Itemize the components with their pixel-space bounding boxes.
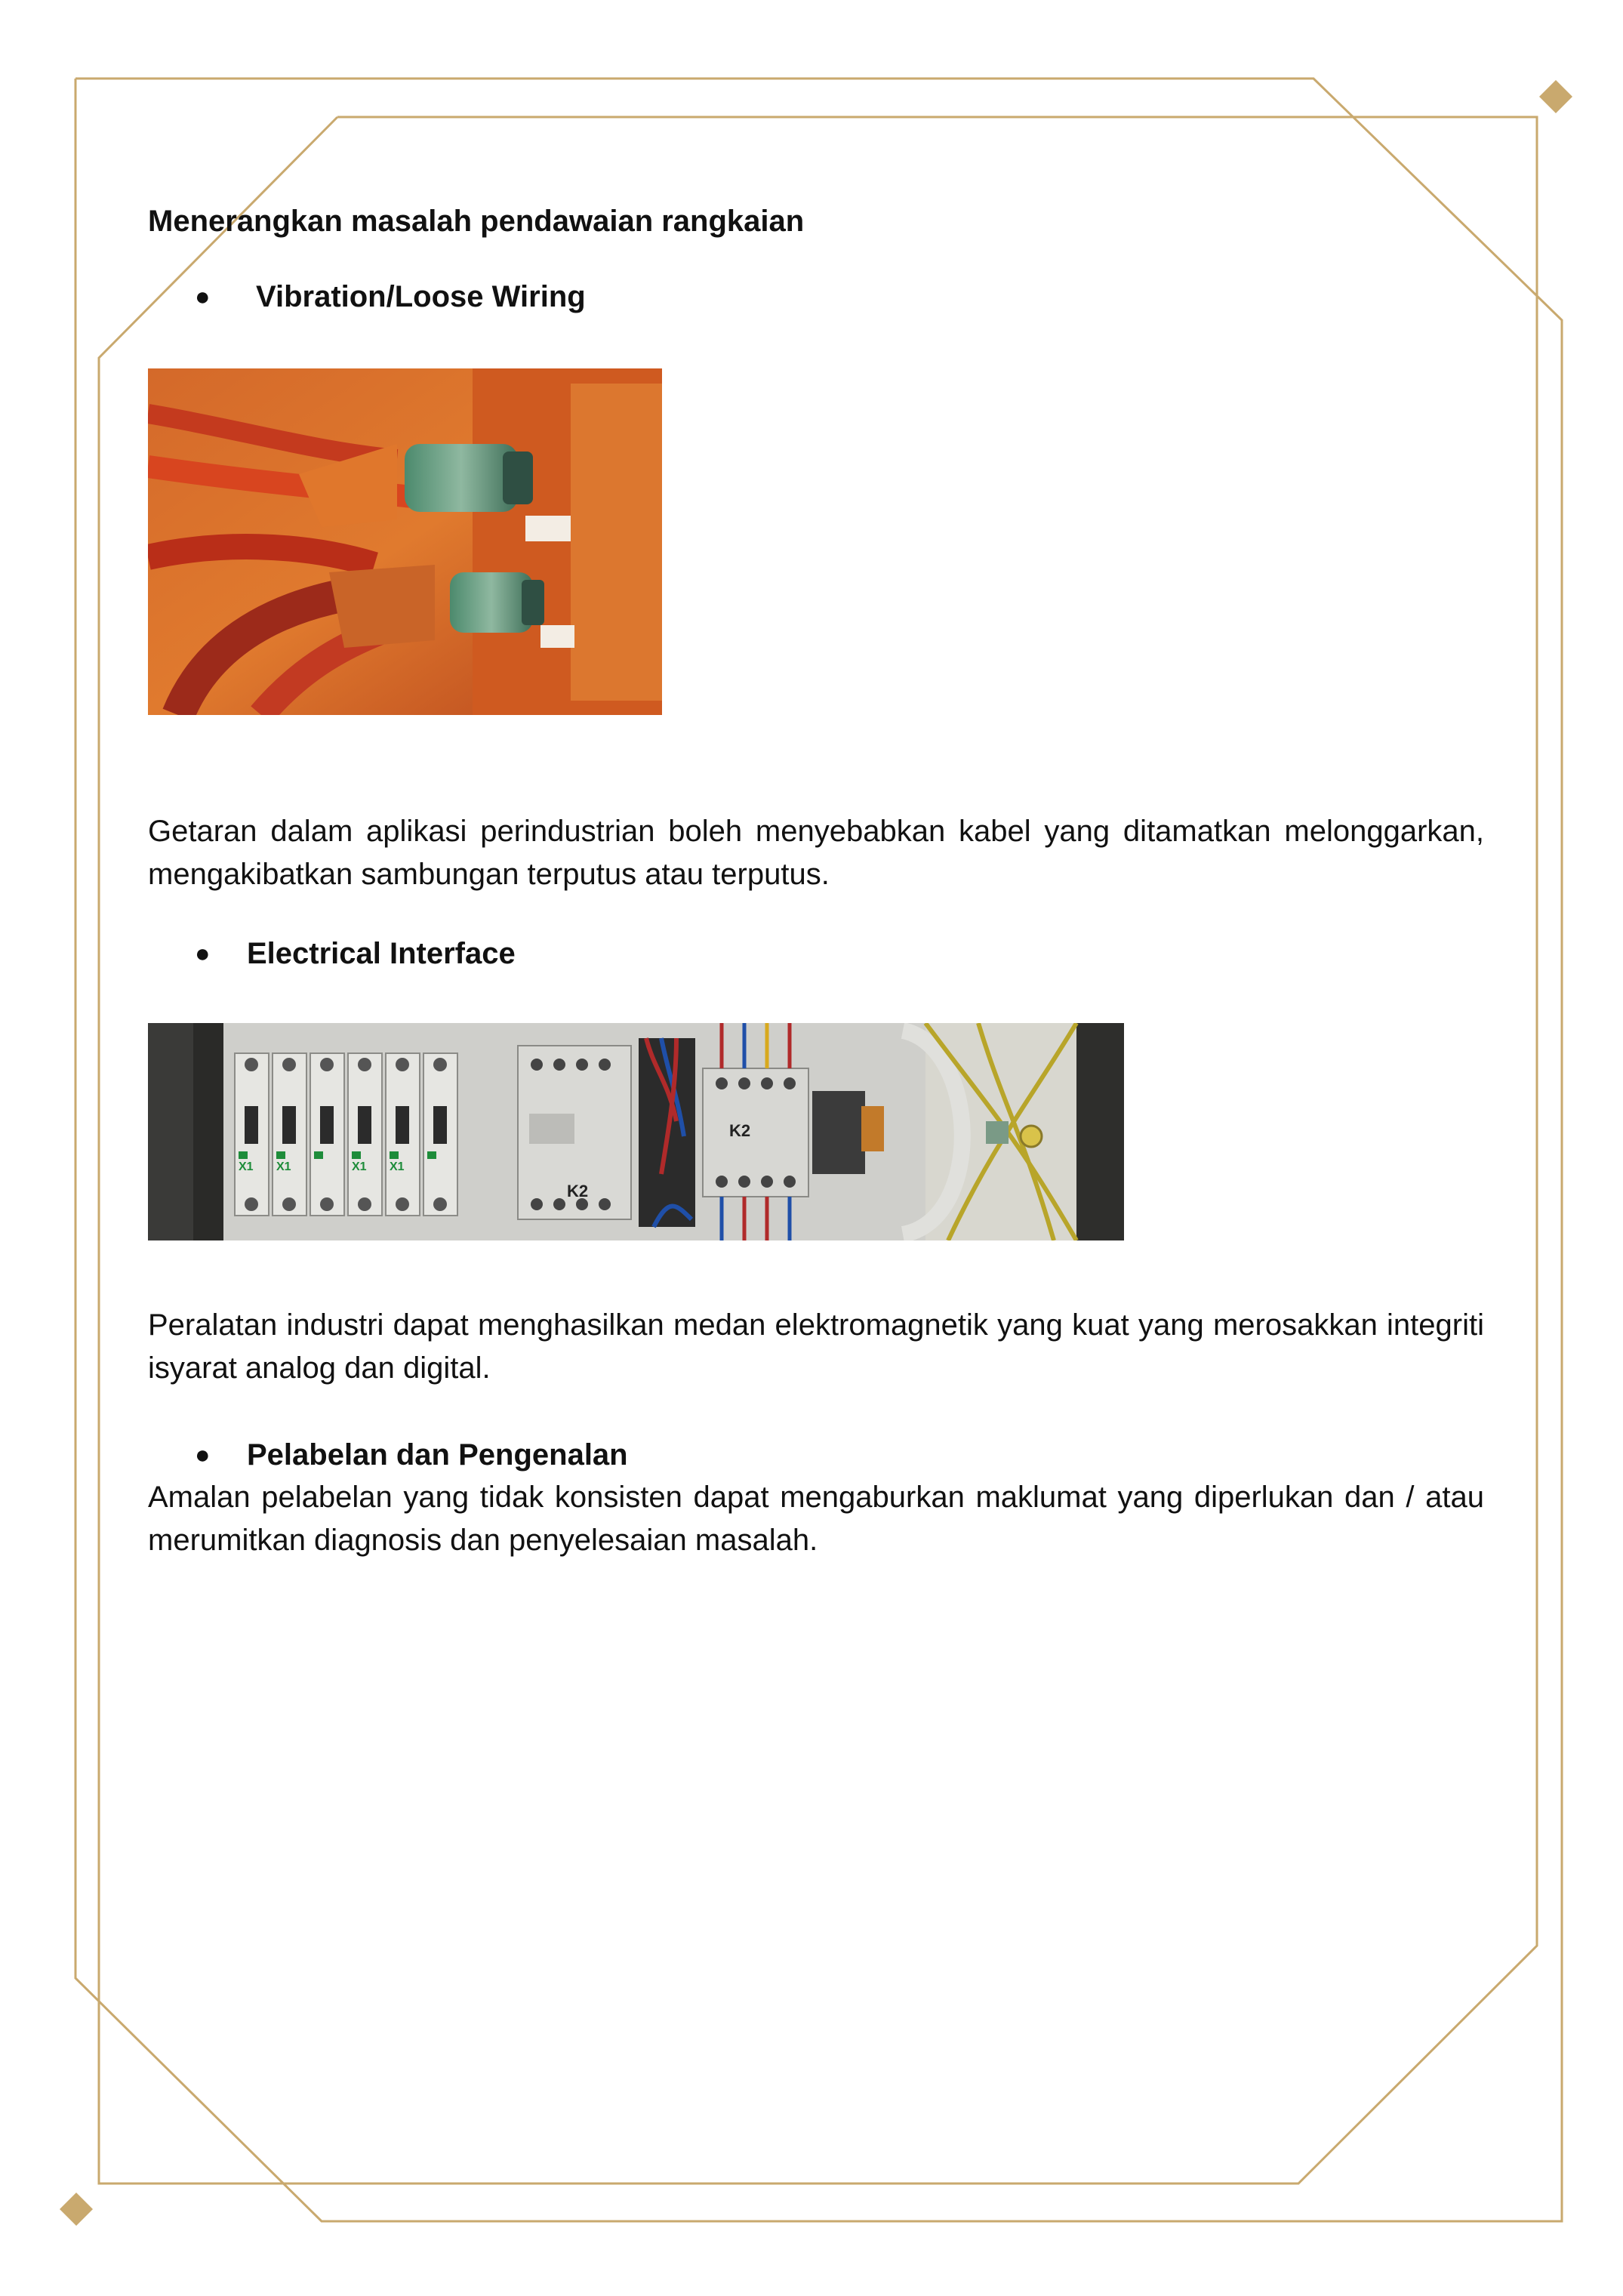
section-title-text: Pelabelan dan Pengenalan bbox=[247, 1438, 628, 1472]
diamond-ornament-icon bbox=[1539, 80, 1572, 113]
diamond-ornament-icon bbox=[60, 2193, 93, 2226]
panel-label: X1 bbox=[352, 1160, 367, 1173]
section-body-vibration: Getaran dalam aplikasi perindustrian boleh menyebabkan kabel yang ditamatkan melonggarkan, mengakibatkan sambungan terputus atau terputus. bbox=[148, 815, 1484, 891]
panel-label: K2 bbox=[567, 1182, 589, 1200]
panel-label: K2 bbox=[729, 1121, 751, 1140]
section-title-text: Vibration/Loose Wiring bbox=[256, 280, 586, 313]
panel-label: X1 bbox=[390, 1160, 405, 1173]
loose-wiring-photo bbox=[148, 368, 662, 715]
panel-label: X1 bbox=[276, 1160, 291, 1173]
electrical-panel-photo bbox=[148, 1023, 1124, 1240]
bullet-dot-icon: ● bbox=[195, 1441, 211, 1469]
bullet-dot-icon: ● bbox=[195, 939, 211, 968]
section-body-labeling: Amalan pelabelan yang tidak konsisten dapat mengaburkan maklumat yang diperlukan dan / atau merumitkan diagnosis dan penyelesaian masalah. bbox=[148, 1481, 1484, 1557]
panel-label: X1 bbox=[239, 1160, 254, 1173]
page-title: Menerangkan masalah pendawaian rangkaian bbox=[148, 205, 805, 238]
section-title-text: Electrical Interface bbox=[247, 937, 516, 970]
bullet-dot-icon: ● bbox=[195, 282, 211, 311]
section-body-electrical: Peralatan industri dapat menghasilkan medan elektromagnetik yang kuat yang merosakkan integriti isyarat analog dan digital. bbox=[148, 1308, 1484, 1385]
